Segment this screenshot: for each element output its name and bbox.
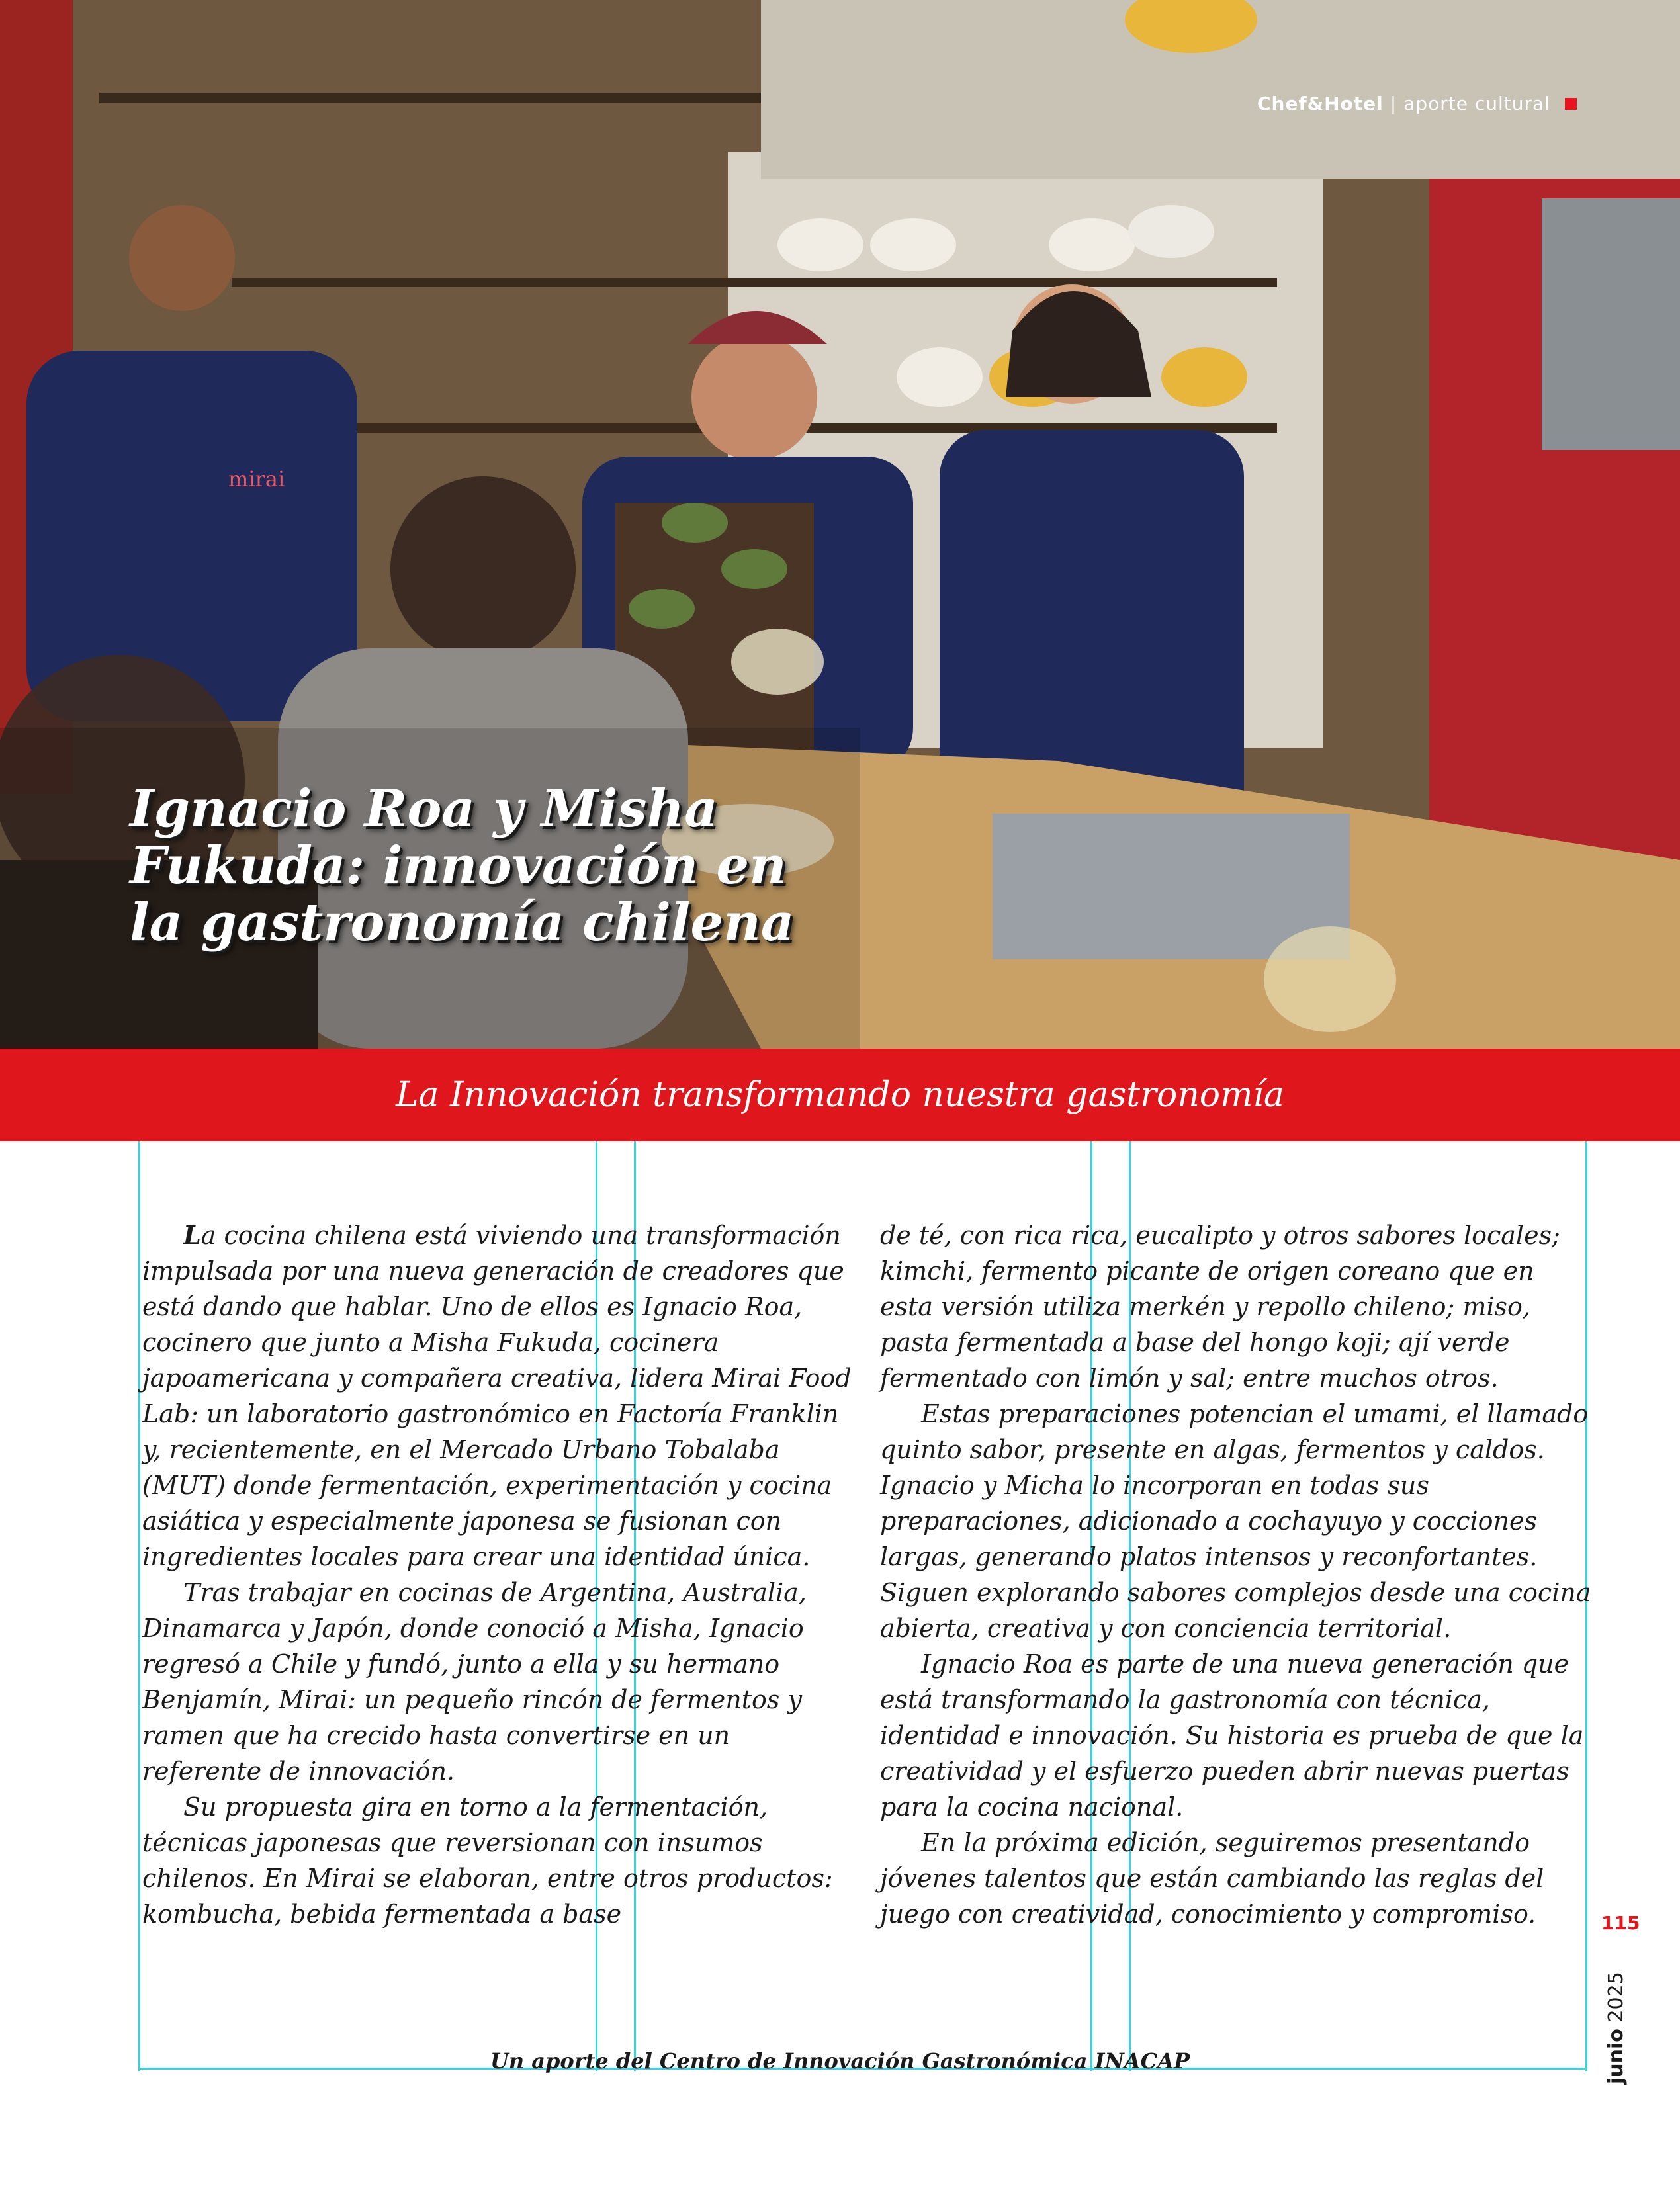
issue-month: junio: [1605, 2029, 1628, 2084]
section-name: aporte cultural: [1403, 93, 1550, 114]
paragraph: Estas preparaciones potencian el umami, el llamado quinto sabor, presente en algas, fermentos y caldos. Ignacio y Micha lo incorporan en todas sus preparaciones, adicionado a cochayuyo y cocciones largas, generando platos intensos y reconfortantes. Siguen explorando sabores complejos desde una cocina abierta, creativa y con conciencia territorial.: [880, 1399, 1591, 1643]
issue-date: [1605, 1972, 1628, 2084]
article-title: Ignacio Roa y Misha Fukuda: innovación en la gastronomía chilena: [130, 779, 795, 953]
shirt-logo-text: mirai: [228, 466, 285, 492]
subtitle-band: [0, 1049, 1680, 1141]
red-square-icon: [1565, 98, 1577, 110]
paragraph: En la próxima edición, seguiremos presentando jóvenes talentos que están cambiando las reglas del juego con creatividad, conocimiento y compromiso.: [880, 1828, 1544, 1929]
layout-guide-line: [138, 1141, 140, 2071]
article-subtitle: La Innovación transformando nuestra gastronomía: [395, 1075, 1285, 1115]
paragraph: Su propuesta gira en torno a la fermentación, técnicas japonesas que reversionan con insumos chilenos. En Mirai se elaboran, entre otros productos: kombucha, bebida fermentada a base: [142, 1792, 833, 1929]
issue-year: 2025: [1605, 1972, 1628, 2023]
paragraph: Ignacio Roa es parte de una nueva generación que está transformando la gastronomía con técnica, identidad e innovación. Su historia es prueba de que la creatividad y el esfuerzo pueden abrir nuevas puertas para la cocina nacional.: [880, 1649, 1584, 1821]
article-credit: Un aporte del Centro de Innovación Gastronómica INACAP: [490, 2048, 1190, 2074]
article-column-left: [142, 1217, 857, 1932]
paragraph-text: a cocina chilena está viviendo una transformación impulsada por una nueva generación de creadores que está dando que hablar. Uno de ellos es Ignacio Roa, cocinero que junto a Misha Fukuda, cocinera japoamericana y compañera creativa, lidera Mirai Food Lab: un laboratorio gastronómico en Factoría Franklin y, recientemente, en el Mercado Urbano Tobalaba (MUT) donde fermentación, experimentación y cocina asiática y especialmente japonesa se fusionan con ingredientes locales para crear una identidad única.: [142, 1221, 852, 1571]
magazine-brand: Chef&Hotel: [1257, 93, 1384, 114]
page-number: 115: [1601, 1912, 1640, 1934]
paragraph: [142, 1217, 857, 1575]
article-column-right: [880, 1217, 1595, 1932]
paragraph: Tras trabajar en cocinas de Argentina, Australia, Dinamarca y Japón, donde conoció a Misha, Ignacio regresó a Chile y fundó, junto a ella y su hermano Benjamín, Mirai: un pequeño rincón de fermentos y ramen que ha crecido hasta convertirse en un referente de innovación.: [142, 1578, 807, 1786]
hero-photo: [0, 0, 1680, 1049]
magazine-section-header: [1257, 93, 1601, 114]
drop-cap: L: [183, 1220, 201, 1250]
header-separator: |: [1390, 93, 1397, 114]
paragraph: de té, con rica rica, eucalipto y otros sabores locales; kimchi, fermento picante de origen coreano que en esta versión utiliza merkén y repollo chileno; miso, pasta fermentada a base del hongo koji; ají verde fermentado con limón y sal; entre muchos otros.: [880, 1221, 1560, 1393]
